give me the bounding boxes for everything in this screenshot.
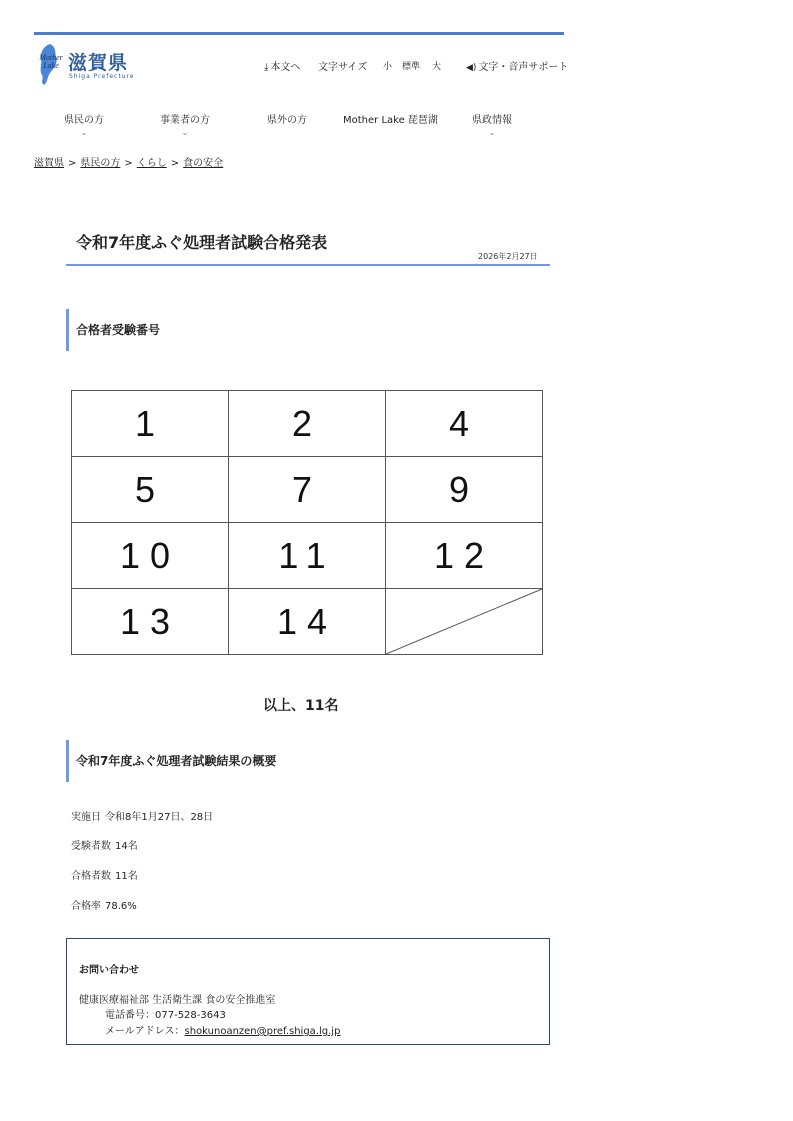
summary-pass-rate: 合格率 78.6%	[71, 901, 137, 912]
site-logo[interactable]	[36, 42, 136, 86]
font-size-label: 文字サイズ	[318, 62, 368, 73]
breadcrumb-item-residents[interactable]: 県民の方	[80, 158, 121, 169]
passer-total: 以上、11名	[263, 698, 339, 714]
publish-date: 2026年2月27日	[478, 252, 538, 261]
logo-title: 滋賀県	[68, 52, 129, 74]
passer-numbers-table	[71, 390, 543, 655]
text-voice-support-link[interactable]: ◀) 文字・音声サポート	[466, 62, 569, 73]
table-row	[72, 391, 543, 457]
passer-number-cell: 1	[72, 391, 229, 457]
empty-cell	[386, 589, 543, 655]
breadcrumb: 滋賀県 > 県民の方 > くらし > 食の安全	[34, 158, 224, 169]
passer-number-cell: 5	[72, 457, 229, 523]
font-size-standard-button[interactable]: 標準	[402, 62, 421, 72]
summary-heading: 令和7年度ふぐ処理者試験結果の概要	[66, 740, 276, 782]
nav-visitors[interactable]: 県外の方	[267, 115, 307, 126]
table-row	[72, 523, 543, 589]
chevron-down-icon: ⌄	[181, 128, 189, 137]
logo-subtitle: Shiga Prefecture	[69, 73, 135, 80]
passer-number-cell: 12	[386, 523, 543, 589]
passer-number-cell: 7	[229, 457, 386, 523]
passers-heading: 合格者受験番号	[66, 309, 160, 351]
contact-box	[66, 938, 550, 1045]
diagonal-strike-line	[386, 589, 543, 655]
passer-number-cell: 14	[229, 589, 386, 655]
passer-number-cell: 2	[229, 391, 386, 457]
contact-department: 健康医療福祉部 生活衛生課 食の安全推進室	[79, 995, 276, 1006]
speaker-icon: ◀)	[466, 63, 477, 73]
passer-number-cell: 11	[229, 523, 386, 589]
nav-mother-lake[interactable]: Mother Lake 琵琶湖	[343, 115, 438, 126]
summary-passers: 合格者数 11名	[71, 871, 138, 882]
breadcrumb-item-shiga[interactable]: 滋賀県	[34, 158, 64, 169]
breadcrumb-item-living[interactable]: くらし	[136, 158, 167, 169]
title-divider	[66, 264, 550, 266]
font-size-small-button[interactable]: 小	[383, 62, 393, 72]
nav-government-info[interactable]: 県政情報 ⌄	[472, 115, 512, 137]
contact-phone: 電話番号：077-528-3643	[105, 1010, 226, 1021]
summary-exam-date: 実施日 令和8年1月27日、28日	[71, 812, 214, 823]
passer-number-cell: 10	[72, 523, 229, 589]
table-row	[72, 589, 543, 655]
passer-number-cell: 9	[386, 457, 543, 523]
logo-mother-lake-text: Mother Lake	[39, 53, 63, 70]
download-arrow-icon: ⤓	[264, 62, 269, 73]
nav-businesses[interactable]: 事業者の方 ⌄	[160, 115, 210, 137]
passer-number-cell: 4	[386, 391, 543, 457]
summary-examinees: 受験者数 14名	[71, 841, 138, 852]
chevron-down-icon: ⌄	[80, 128, 88, 137]
breadcrumb-item-food-safety[interactable]: 食の安全	[183, 158, 224, 169]
contact-email: メールアドレス：shokunoanzen@pref.shiga.lg.jp	[105, 1026, 341, 1037]
phone-number[interactable]: 077-528-3643	[155, 1010, 226, 1021]
skip-to-content-link[interactable]: ⤓ 本文へ	[264, 62, 301, 73]
table-row	[72, 457, 543, 523]
passer-number-cell: 13	[72, 589, 229, 655]
page-title: 令和7年度ふぐ処理者試験合格発表	[76, 233, 328, 252]
header-top-bar	[34, 32, 564, 35]
email-link[interactable]: shokunoanzen@pref.shiga.lg.jp	[184, 1026, 341, 1037]
nav-residents[interactable]: 県民の方 ⌄	[64, 115, 104, 137]
font-size-large-button[interactable]: 大	[432, 62, 442, 72]
contact-title: お問い合わせ	[79, 965, 139, 976]
chevron-down-icon: ⌄	[488, 128, 496, 137]
